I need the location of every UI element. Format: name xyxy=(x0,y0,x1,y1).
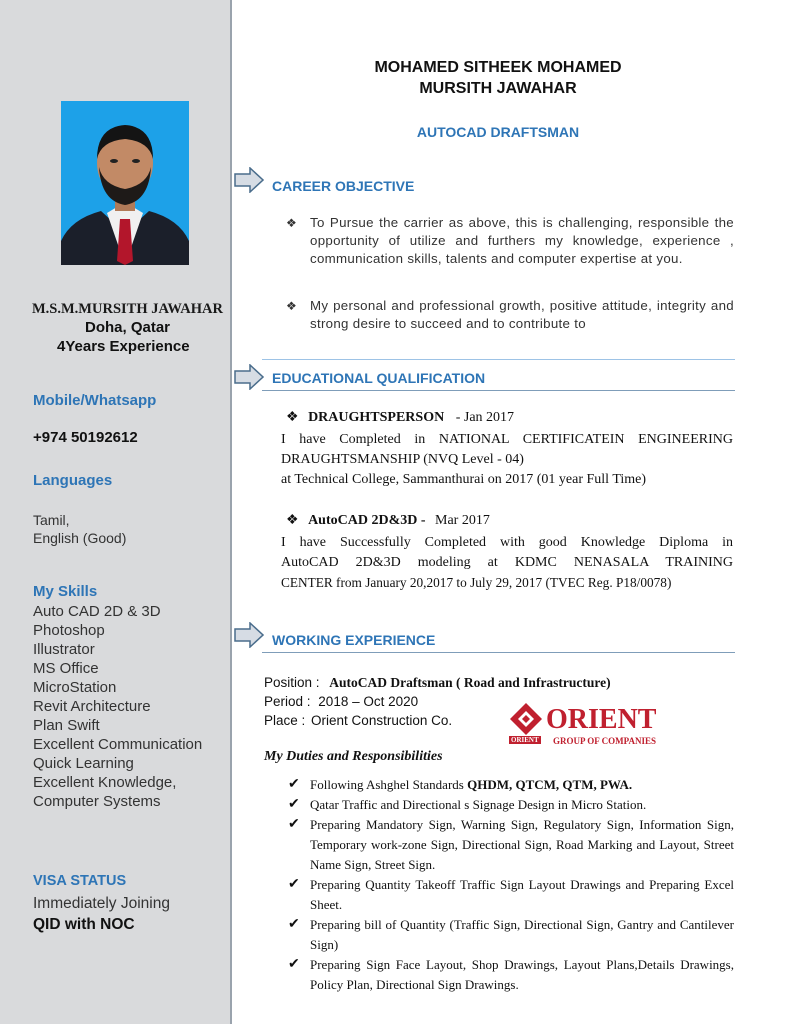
duty-item xyxy=(288,955,734,995)
skill-item: MicroStation xyxy=(33,679,117,696)
duty-item xyxy=(288,875,734,915)
skill-item: Plan Swift xyxy=(33,717,100,734)
language-item: English (Good) xyxy=(33,530,127,546)
sidebar-location: Doha, Qatar xyxy=(85,319,171,336)
position-label: Position : xyxy=(264,675,320,690)
visa-heading: VISA STATUS xyxy=(33,873,127,889)
diamond-bullet-icon: ❖ xyxy=(286,513,299,528)
section-arrow-icon xyxy=(234,622,264,648)
education-line: I have Completed in NATIONAL CERTIFICATEIN ENGINEERING xyxy=(281,432,733,447)
place-label: Place : xyxy=(264,713,306,728)
education-entry-body xyxy=(281,430,733,490)
duty-item xyxy=(288,775,734,795)
section-arrow-icon xyxy=(234,364,264,390)
duty-text: Qatar Traffic and Directional s Signage Design in Micro Station. xyxy=(310,797,647,812)
period-value: 2018 – Oct 2020 xyxy=(318,694,419,709)
mobile-heading: Mobile/Whatsapp xyxy=(33,392,157,409)
sidebar xyxy=(0,0,232,1024)
duty-text-plain: Following Ashghel Standards xyxy=(310,777,468,792)
education-line: I have Successfully Completed with good Knowledge Diploma in xyxy=(281,535,733,550)
duty-item xyxy=(288,815,734,875)
skill-item: Excellent Knowledge, xyxy=(33,774,177,791)
education-line: at Technical College, Sammanthurai on 2017 (01 year Full Time) xyxy=(281,472,647,487)
logo-tag: ORIENT xyxy=(511,736,539,744)
duty-text: Preparing Quantity Takeoff Traffic Sign Layout Drawings and Preparing Excel Sheet. xyxy=(310,877,734,912)
job-title: AUTOCAD DRAFTSMAN xyxy=(416,124,580,140)
education-date: Mar 2017 xyxy=(435,513,490,528)
languages-heading: Languages xyxy=(33,472,113,489)
skill-item: Illustrator xyxy=(33,641,95,658)
education-line: DRAUGHTSMANSHIP (NVQ Level - 04) xyxy=(281,452,524,467)
checkmark-icon: ✔ xyxy=(288,817,300,832)
duty-text: Preparing bill of Quantity (Traffic Sign, Directional Sign, Gantry and Cantilever Sign) xyxy=(310,917,734,952)
language-item: Tamil, xyxy=(33,512,70,528)
skill-item: Photoshop xyxy=(33,622,105,639)
sidebar-name: M.S.M.MURSITH JAWAHAR xyxy=(32,301,223,317)
checkmark-icon: ✔ xyxy=(288,917,300,932)
profile-photo xyxy=(61,101,189,265)
skill-item: MS Office xyxy=(33,660,99,677)
place-row xyxy=(264,713,452,728)
education-line: AutoCAD 2D&3D modeling at KDMC NENASALA TRAINING xyxy=(281,555,733,570)
sidebar-experience: 4Years Experience xyxy=(57,338,190,355)
skill-item: Revit Architecture xyxy=(33,698,151,715)
position-row xyxy=(264,675,611,691)
checkmark-icon: ✔ xyxy=(288,797,300,812)
diamond-bullet-icon: ❖ xyxy=(286,299,297,313)
section-divider xyxy=(262,652,735,653)
languages-list xyxy=(33,511,126,547)
period-label: Period : xyxy=(264,694,311,709)
education-entry-body xyxy=(281,533,733,593)
skill-item: Auto CAD 2D & 3D xyxy=(33,603,161,620)
place-value: Orient Construction Co. xyxy=(311,713,453,728)
skills-heading: My Skills xyxy=(33,583,98,600)
section-divider xyxy=(262,390,735,391)
diamond-bullet-icon: ❖ xyxy=(286,216,297,230)
skill-item: Quick Learning xyxy=(33,755,134,772)
career-objective-heading: CAREER OBJECTIVE xyxy=(272,178,415,194)
education-heading: EDUCATIONAL QUALIFICATION xyxy=(272,370,486,386)
duty-item xyxy=(288,915,734,955)
section-divider xyxy=(262,359,735,360)
full-name-line2: MURSITH JAWAHAR xyxy=(419,80,577,97)
visa-permit: QID with NOC xyxy=(33,916,135,933)
education-date: - Jan 2017 xyxy=(455,410,515,425)
logo-subtitle: GROUP OF COMPANIES xyxy=(553,736,656,746)
position-value: AutoCAD Draftsman ( Road and Infrastructure) xyxy=(329,675,611,690)
education-degree: AutoCAD 2D&3D - xyxy=(308,513,426,528)
profile-photo-portrait xyxy=(61,101,189,265)
duties-heading: My Duties and Responsibilities xyxy=(264,749,443,764)
section-arrow-icon xyxy=(234,167,264,193)
education-line: CENTER from January 20,2017 to July 29, 2017 (TVEC Reg. P18/0078) xyxy=(281,575,672,590)
education-entry-heading xyxy=(286,512,490,529)
skills-list xyxy=(33,602,202,811)
checkmark-icon: ✔ xyxy=(288,957,300,972)
objective-item xyxy=(286,297,734,333)
duty-text xyxy=(310,775,734,795)
objective-item xyxy=(286,214,734,268)
orient-diamond-icon xyxy=(509,702,543,736)
objective-text: My personal and professional growth, positive attitude, integrity and strong desire to succeed and to contribute to xyxy=(310,298,734,331)
skill-item: Computer Systems xyxy=(33,793,161,810)
duty-item xyxy=(288,795,734,815)
logo-wordmark: ORIENT xyxy=(546,704,657,735)
work-experience-heading: WORKING EXPERIENCE xyxy=(272,632,436,648)
mobile-number: +974 50192612 xyxy=(33,429,138,446)
checkmark-icon: ✔ xyxy=(288,877,300,892)
full-name-line1: MOHAMED SITHEEK MOHAMED xyxy=(374,59,622,76)
duty-text: Preparing Mandatory Sign, Warning Sign, Regulatory Sign, Information Sign, Temporary work-zone Sign, Directional Sign, Road Marking and Layout, Street Name Sign, Street Sign. xyxy=(310,817,734,872)
education-degree: DRAUGHTSPERSON xyxy=(308,410,445,425)
checkmark-icon: ✔ xyxy=(288,777,300,792)
orient-logo xyxy=(509,702,665,750)
skill-item: Excellent Communication xyxy=(33,736,203,753)
visa-availability: Immediately Joining xyxy=(33,895,170,912)
objective-text: To Pursue the carrier as above, this is challenging, responsible the opportunity of utilize and furthers my knowledge, experience , communication skills, talents and computer expertise at you. xyxy=(310,215,734,266)
duty-text: Preparing Sign Face Layout, Shop Drawings, Layout Plans,Details Drawings, Policy Plan, Directional Sign Drawings. xyxy=(310,957,734,992)
period-row xyxy=(264,694,418,709)
diamond-bullet-icon: ❖ xyxy=(286,410,299,425)
education-entry-heading xyxy=(286,409,514,426)
duty-text-bold: QHDM, QTCM, QTM, PWA. xyxy=(467,777,633,792)
